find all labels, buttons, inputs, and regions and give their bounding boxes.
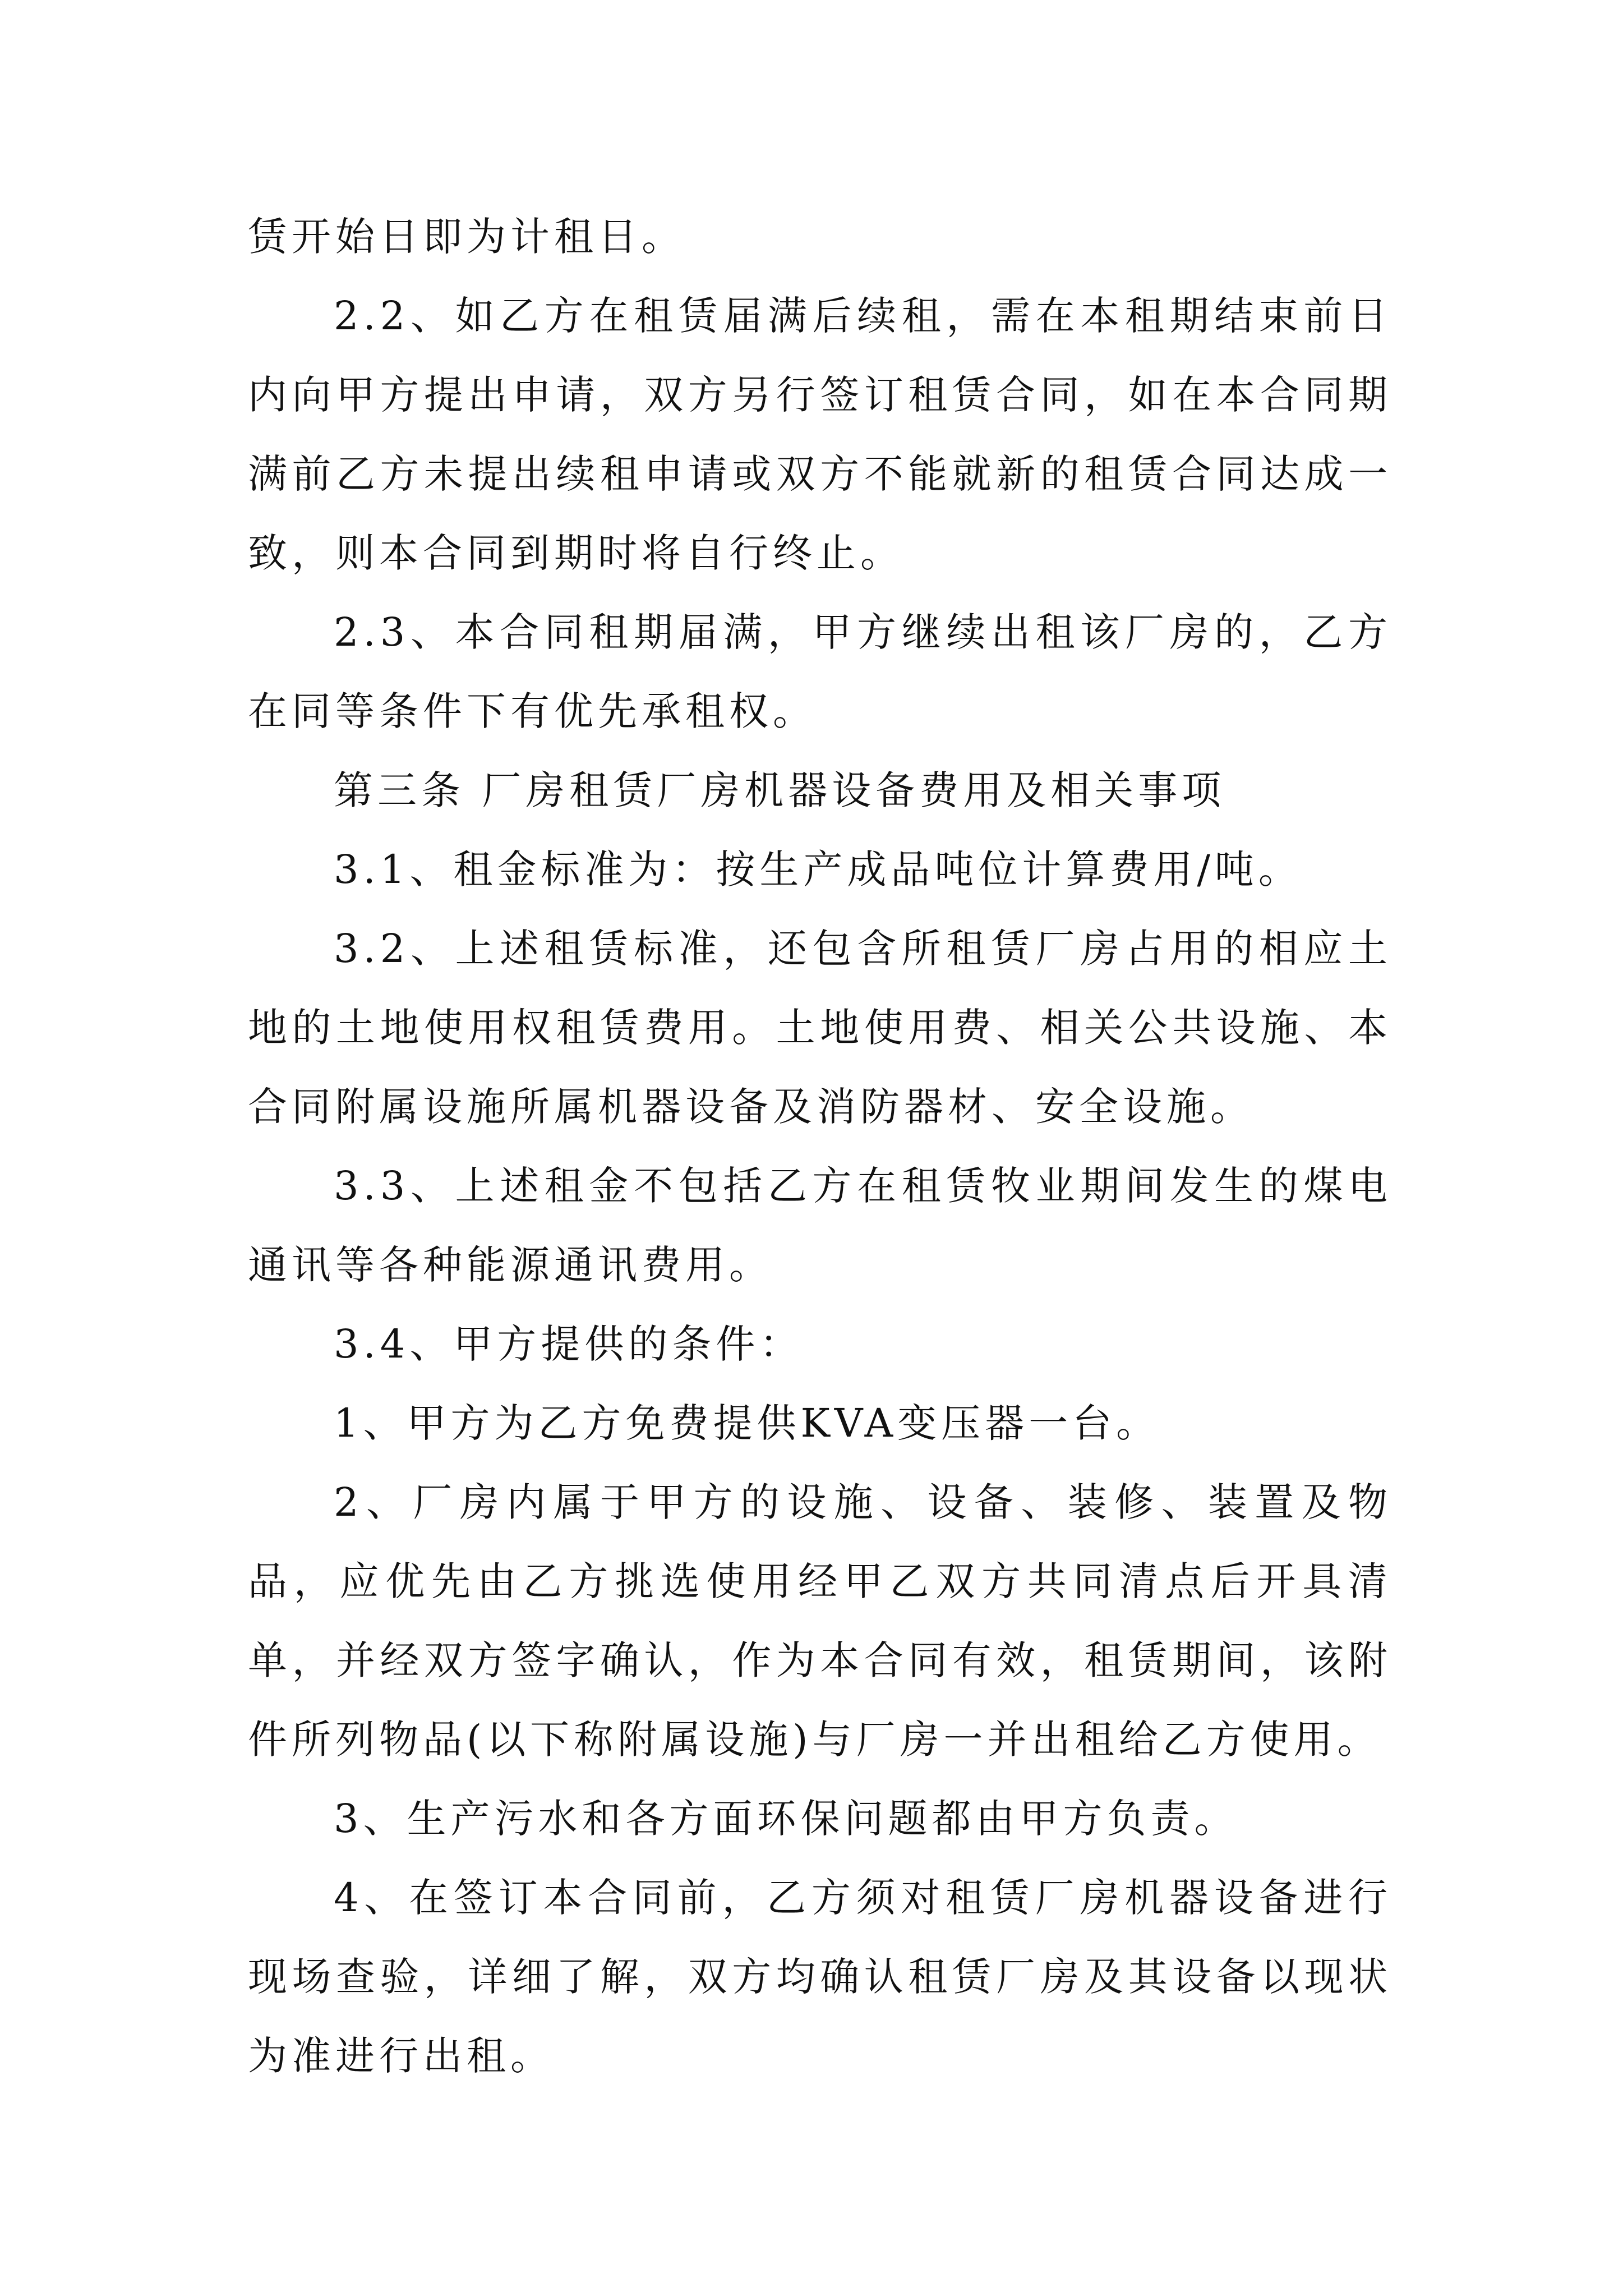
paragraph-2-3: 2.3、本合同租期届满，甲方继续出租该厂房的，乙方在同等条件下有优先承租权。 xyxy=(248,609,1392,734)
list-item-2: 2、厂房内属于甲方的设施、设备、装修、装置及物品，应优先由乙方挑选使用经甲乙双方共同清点后开具清单，并经双方签字确认，作为本合同有效，租赁期间，该附件所列物品(以下称附属设施)与厂房一并出租给乙方使用。 xyxy=(248,1479,1392,1763)
list-item-3: 3、生产污水和各方面环保问题都由甲方负责。 xyxy=(334,1796,1238,1842)
paragraph-2-2: 2.2、如乙方在租赁届满后续租，需在本租期结束前日内向甲方提出申请，双方另行签订租赁合同，如在本合同期满前乙方未提出续租申请或双方不能就新的租赁合同达成一致，则本合同到期时将自行终止。 xyxy=(248,293,1392,576)
paragraph-3-1: 3.1、租金标准为：按生产成品吨位计算费用/吨。 xyxy=(334,846,1302,892)
paragraph-continuation: 赁开始日即为计租日。 xyxy=(248,214,685,260)
paragraph-3-4: 3.4、甲方提供的条件： xyxy=(334,1321,804,1367)
section-heading-article-3: 第三条 厂房租赁厂房机器设备费用及相关事项 xyxy=(334,767,1226,813)
paragraph-3-3: 3.3、上述租金不包括乙方在租赁牧业期间发生的煤电通讯等各种能源通讯费用。 xyxy=(248,1163,1392,1288)
list-item-1: 1、甲方为乙方免费提供KVA变压器一台。 xyxy=(334,1400,1160,1446)
paragraph-3-2: 3.2、上述租赁标准，还包含所租赁厂房占用的相应土地的土地使用权租赁费用。土地使用费、相关公共设施、本合同附属设施所属机器设备及消防器材、安全设施。 xyxy=(248,926,1392,1130)
list-item-4: 4、在签订本合同前，乙方须对租赁厂房机器设备进行现场查验，详细了解，双方均确认租赁厂房及其设备以现状为准进行出租。 xyxy=(248,1875,1392,2079)
document-body xyxy=(248,197,1392,2096)
